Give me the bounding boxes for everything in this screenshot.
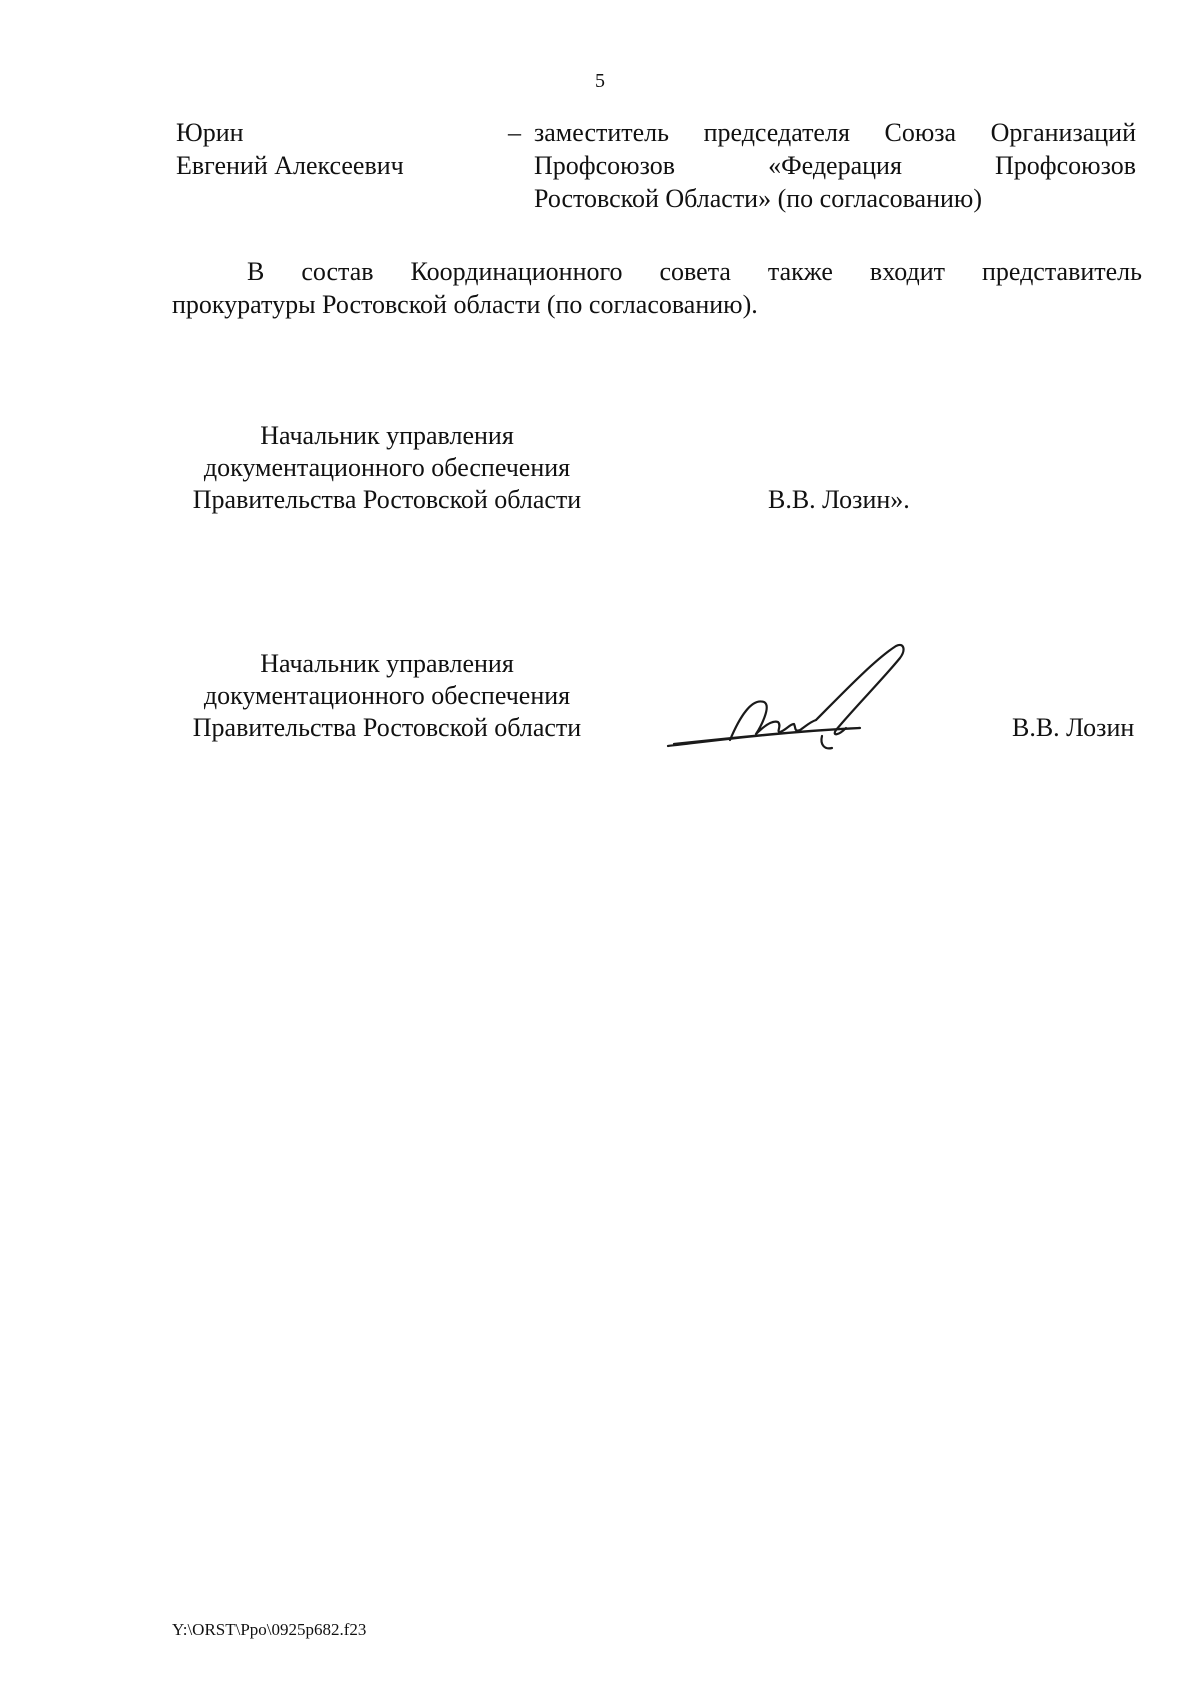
paragraph-line: прокуратуры Ростовской области (по согласованию). <box>172 290 758 319</box>
signatory-name-1: В.В. Лозин». <box>768 485 910 514</box>
member-name <box>176 116 506 182</box>
member-role-line: Ростовской Области» (по согласованию) <box>534 184 982 213</box>
handwritten-signature <box>660 636 950 766</box>
member-surname: Юрин <box>176 118 244 147</box>
file-path-footer: Y:\ORST\Ppo\0925p682.f23 <box>172 1620 367 1639</box>
member-role-line: заместитель председателя Союза Организаций <box>534 118 1136 147</box>
signatory-title-line: Начальник управления <box>260 649 514 678</box>
signatory-title-line: документационного обеспечения <box>203 681 571 710</box>
signatory-title-1 <box>172 420 602 516</box>
council-paragraph <box>172 255 1142 321</box>
signatory-title-line: Правительства Ростовской области <box>192 713 582 742</box>
signatory-title-line: Начальник управления <box>260 421 514 450</box>
paragraph-line: В состав Координационного совета также входит представитель <box>247 257 1142 286</box>
member-given-names: Евгений Алексеевич <box>176 151 404 180</box>
member-role <box>534 116 1136 215</box>
signatory-title-line: Правительства Ростовской области <box>192 485 582 514</box>
page-number: 5 <box>595 70 605 92</box>
member-dash: – <box>508 118 521 147</box>
signatory-title-2 <box>172 648 602 744</box>
signatory-title-line: документационного обеспечения <box>203 453 571 482</box>
signatory-name-2: В.В. Лозин <box>1012 713 1135 742</box>
member-role-line: Профсоюзов «Федерация Профсоюзов <box>534 151 1136 180</box>
